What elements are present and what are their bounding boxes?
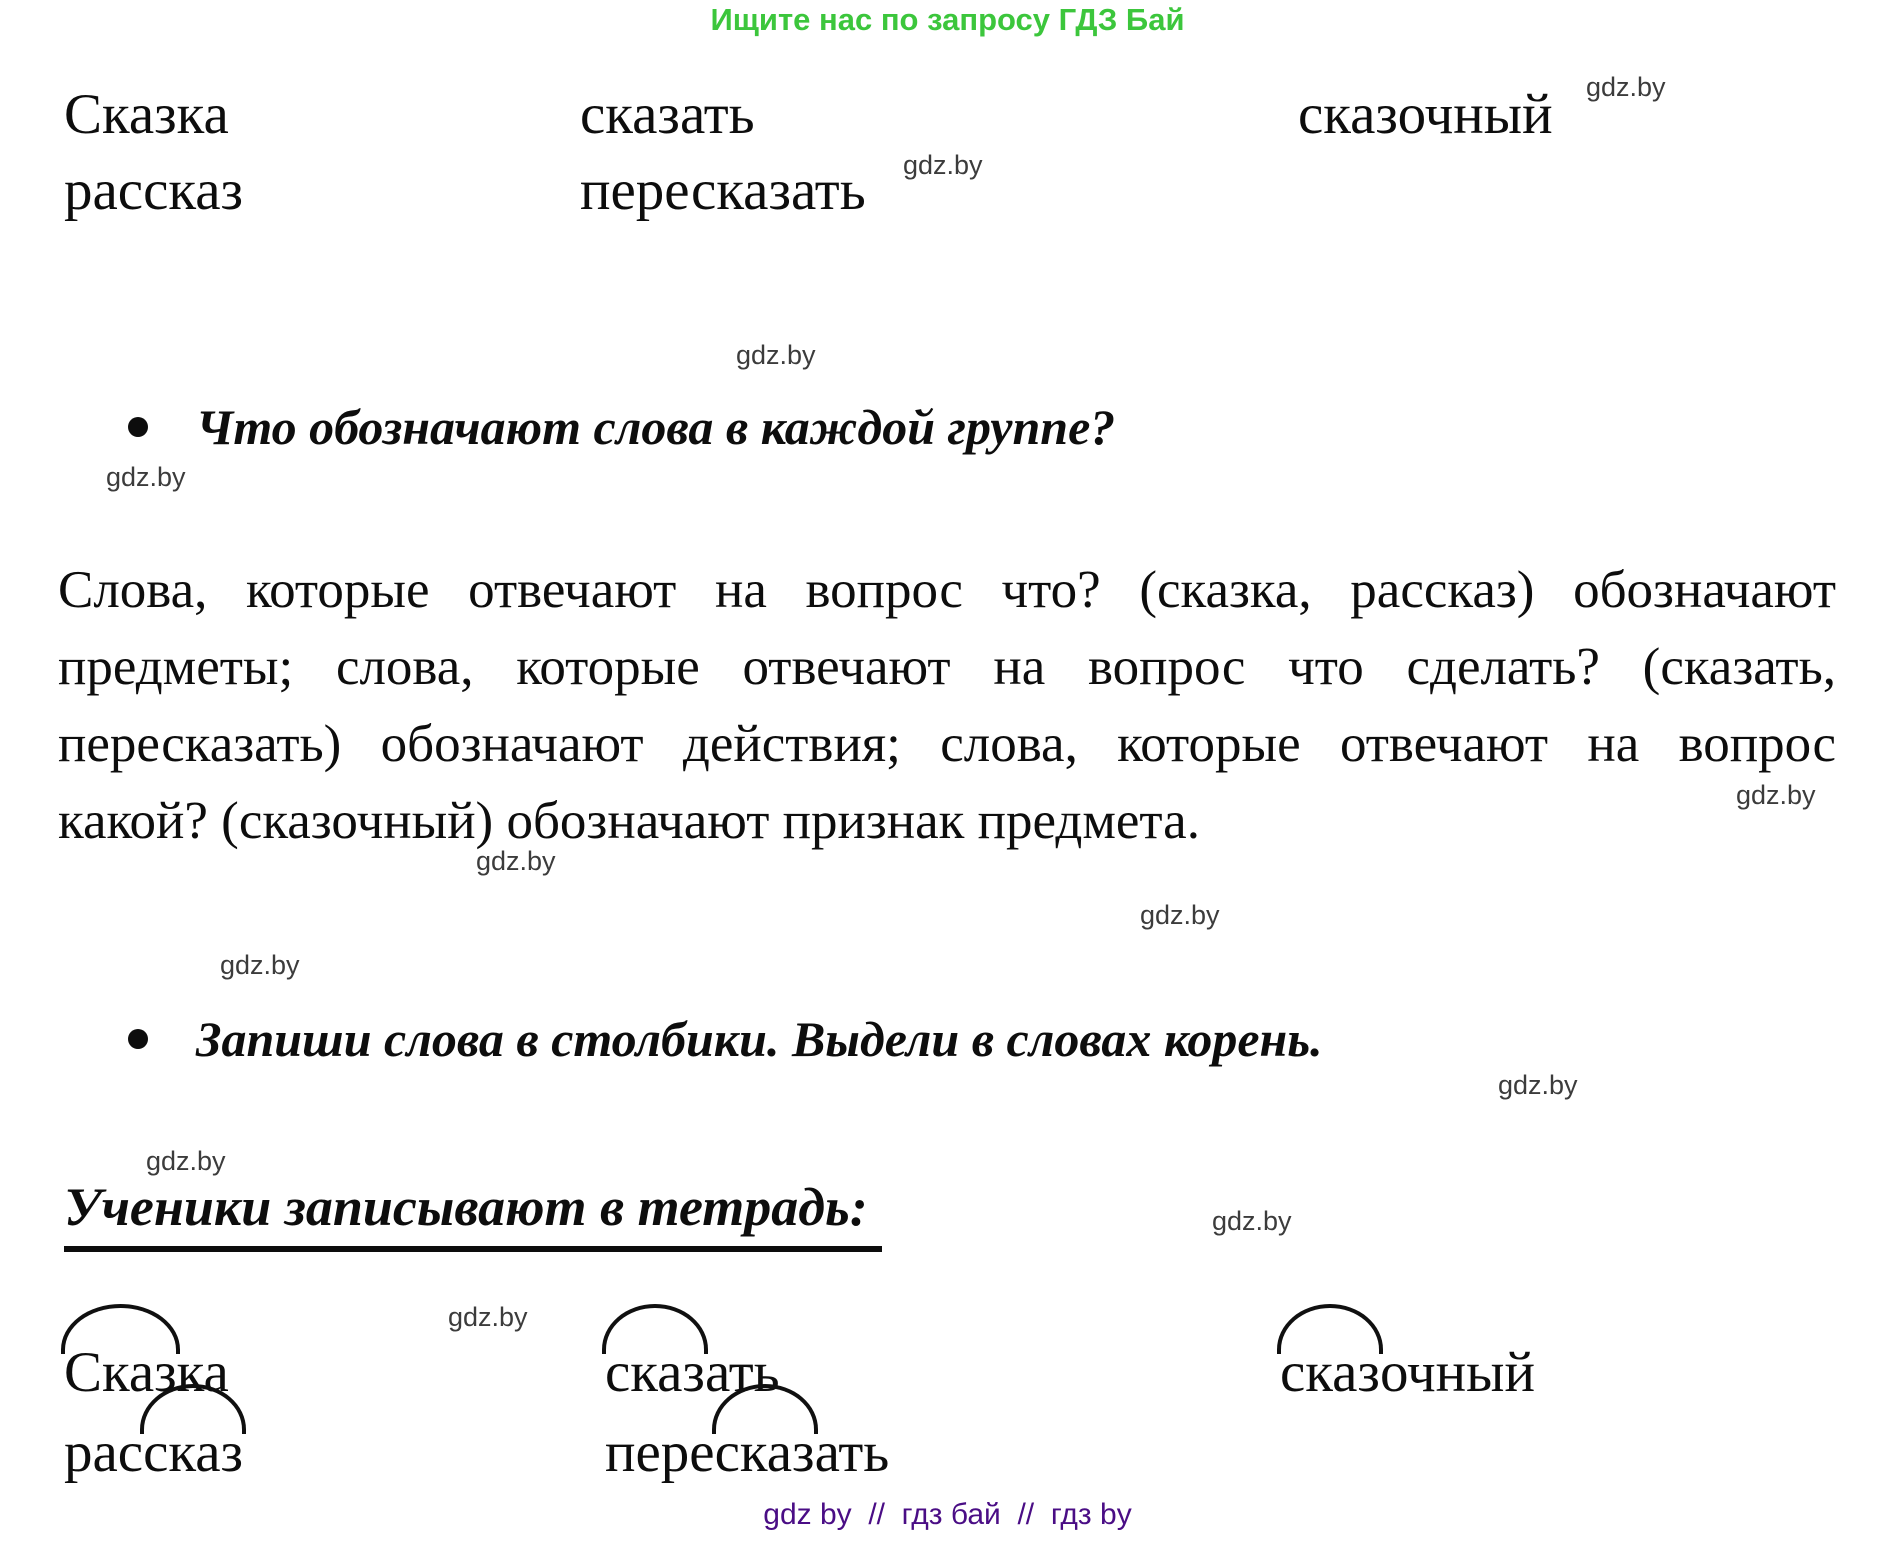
root-text: сказ xyxy=(143,1421,244,1484)
answer-line: Слова, которые отвечают на вопрос что? (сказка, рассказ) обозначают xyxy=(58,561,1836,619)
watermark: gdz.by xyxy=(448,1302,528,1332)
root-text: Сказ xyxy=(64,1341,177,1404)
word-suffix: очный xyxy=(1379,1341,1535,1404)
root-text: сказ xyxy=(714,1421,815,1484)
task-1-label: Что обозначают слова в каждой группе? xyxy=(196,399,1116,455)
root-arc-icon xyxy=(61,1304,180,1354)
word-root xyxy=(143,1420,243,1485)
notebook-word-skazochny xyxy=(1280,1340,1535,1405)
word-rasskaz: рассказ xyxy=(64,159,244,222)
root-text: сказ xyxy=(605,1341,705,1404)
watermark: gdz.by xyxy=(220,950,300,980)
watermark: gdz.by xyxy=(1498,1070,1578,1100)
word-skazochny: сказочный xyxy=(1298,83,1553,146)
task-2-label: Запиши слова в столбики. Выдели в словах корень. xyxy=(196,1011,1323,1067)
word-suffix: ка xyxy=(176,1341,229,1404)
top-banner: Ищите нас по запросу ГДЗ Бай xyxy=(710,2,1185,37)
notebook-heading: Ученики записывают в тетрадь: xyxy=(64,1176,882,1252)
root-arc-icon xyxy=(602,1304,708,1354)
word-root xyxy=(1280,1340,1380,1405)
watermark: gdz.by xyxy=(106,462,186,492)
word-suffix: ать xyxy=(814,1421,890,1484)
word-root xyxy=(715,1420,815,1485)
root-arc-icon xyxy=(1277,1304,1383,1354)
watermark: gdz.by xyxy=(903,150,983,180)
answer-paragraph xyxy=(58,552,1836,860)
notebook-word-rasskaz xyxy=(64,1420,243,1485)
word-prefix: рас xyxy=(64,1421,144,1484)
answer-line: предметы; слова, которые отвечают на вопрос что сделать? (сказать, xyxy=(58,638,1836,696)
watermark: gdz.by xyxy=(1736,780,1816,810)
watermark: gdz.by xyxy=(1586,72,1666,102)
word-root xyxy=(605,1340,705,1405)
bullet-icon xyxy=(128,1029,148,1049)
word-prefix: пере xyxy=(605,1421,715,1484)
watermark: gdz.by xyxy=(736,340,816,370)
watermark: gdz.by xyxy=(476,846,556,876)
task-item-2 xyxy=(128,1010,1323,1068)
word-skazka: Сказка xyxy=(64,83,229,146)
word-pereskazat: пересказать xyxy=(580,159,866,222)
footer-links: gdz by // гдз бай // гдз by xyxy=(763,1498,1132,1531)
word-skazat: сказать xyxy=(580,83,755,146)
bullet-icon xyxy=(128,417,148,437)
watermark: gdz.by xyxy=(146,1146,226,1176)
word-suffix: ать xyxy=(704,1341,780,1404)
task-item-1 xyxy=(128,398,1115,456)
watermark: gdz.by xyxy=(1212,1206,1292,1236)
notebook-word-pereskazat xyxy=(605,1420,889,1485)
answer-line: пересказать) обозначают действия; слова, которые отвечают на вопрос xyxy=(58,715,1836,773)
watermark: gdz.by xyxy=(1140,900,1220,930)
root-text: сказ xyxy=(1280,1341,1380,1404)
answer-line: какой? (сказочный) обозначают признак предмета. xyxy=(58,792,1200,850)
